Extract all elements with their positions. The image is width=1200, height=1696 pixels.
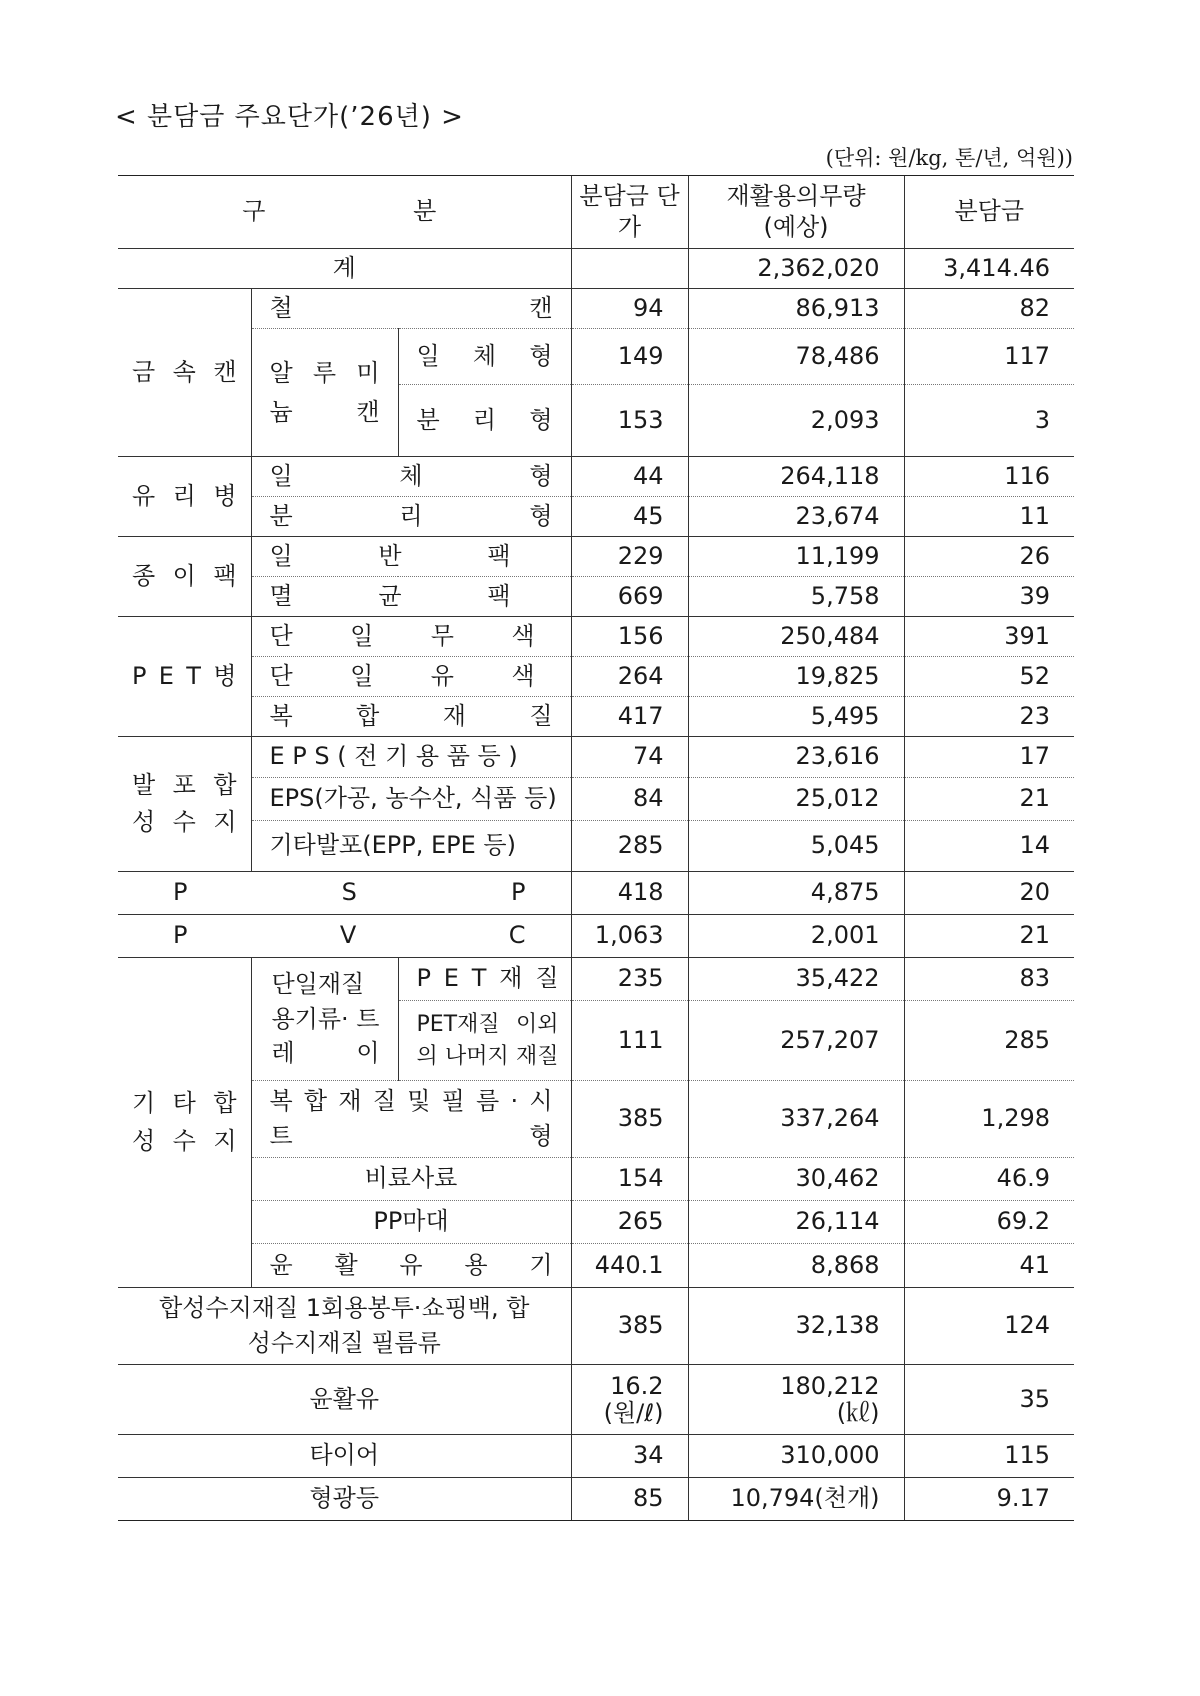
levy-cell: 116 [904,457,1074,497]
table-row [118,329,1074,385]
row-label: PP마대 [251,1201,571,1244]
unit-price-cell: 385 [571,1288,688,1365]
unit-price-cell: 265 [571,1201,688,1244]
volume-cell: 10,794(천개) [688,1478,904,1521]
table-row [118,457,1074,497]
volume-cell: 30,462 [688,1158,904,1201]
volume-cell: 19,825 [688,657,904,697]
table-row [118,1288,1074,1365]
levy-cell: 3 [904,385,1074,457]
total-levy: 3,414.46 [904,249,1074,289]
levy-cell: 124 [904,1288,1074,1365]
unit-price-cell: 669 [571,577,688,617]
volume-cell: 11,199 [688,537,904,577]
row-label: 단 일 유 색 [251,657,571,697]
row-label: 복 합 재 질 및 필 름 · 시 트 형 [251,1081,571,1158]
row-label: 윤 활 유 용 기 [251,1244,571,1288]
table-row [118,1435,1074,1478]
sub-group-label: 단일재질 용기류· 트 레 이 [251,958,398,1081]
volume-cell: 5,045 [688,821,904,872]
table-row [118,821,1074,872]
levy-cell: 52 [904,657,1074,697]
levy-cell: 82 [904,289,1074,329]
levy-cell: 115 [904,1435,1074,1478]
volume-cell: 250,484 [688,617,904,657]
volume-cell: 78,486 [688,329,904,385]
row-label: 분 리 형 [251,497,571,537]
row-label: PET재질 이외의 나머지 재질 [398,1001,571,1081]
unit-price-cell: 74 [571,737,688,778]
unit-price-cell: 154 [571,1158,688,1201]
table-row [118,249,1074,289]
unit-price-value: 16.2 [610,1372,664,1401]
levy-cell: 21 [904,778,1074,821]
volume-cell: 26,114 [688,1201,904,1244]
levy-cell: 35 [904,1365,1074,1435]
unit-price-cell: 44 [571,457,688,497]
unit-price-cell: 111 [571,1001,688,1081]
volume-cell: 337,264 [688,1081,904,1158]
row-label: E P S ( 전 기 용 품 등 ) [251,737,571,778]
levy-cell: 20 [904,872,1074,915]
table-row [118,1365,1074,1435]
volume-cell: 310,000 [688,1435,904,1478]
unit-price-cell: 440.1 [571,1244,688,1288]
levy-cell: 41 [904,1244,1074,1288]
unit-price-cell: 385 [571,1081,688,1158]
sub-group-label: 알 루 미 늄 캔 [251,329,398,457]
table-row [118,657,1074,697]
row-label: 일 반 팩 [251,537,571,577]
row-label: 형광등 [118,1478,571,1521]
table-row [118,289,1074,329]
group-label: 금 속 캔 [118,289,251,457]
unit-price-cell: 229 [571,537,688,577]
row-label: 윤활유 [118,1365,571,1435]
unit-price-cell: 45 [571,497,688,537]
volume-cell: 86,913 [688,289,904,329]
group-label: 발 포 합 성 수 지 [118,737,251,872]
levy-table [118,175,1074,1521]
volume-cell: 23,674 [688,497,904,537]
levy-cell: 117 [904,329,1074,385]
unit-note: (단위: 원/kg, 톤/년, 억원)) [825,146,1073,170]
levy-cell: 17 [904,737,1074,778]
volume-unit: (㎘) [836,1398,880,1427]
table-row [118,778,1074,821]
group-label: 종 이 팩 [118,537,251,617]
header-row [118,176,1074,249]
unit-price-cell: 285 [571,821,688,872]
volume-cell: 264,118 [688,457,904,497]
levy-cell: 46.9 [904,1158,1074,1201]
row-label: 복 합 재 질 [251,697,571,737]
row-label: 비료사료 [251,1158,571,1201]
header-unit-price: 분담금 단가 [571,176,688,249]
unit-price-cell: 418 [571,872,688,915]
table-row [118,1478,1074,1521]
unit-price-cell: 153 [571,385,688,457]
row-label: 단 일 무 색 [251,617,571,657]
volume-cell: 8,868 [688,1244,904,1288]
volume-value: 180,212 [780,1372,880,1401]
lubricant-volume [688,1365,904,1435]
volume-cell: 5,758 [688,577,904,617]
table-row [118,697,1074,737]
levy-cell: 391 [904,617,1074,657]
unit-price-cell: 149 [571,329,688,385]
row-label: P V C [118,915,571,958]
unit-price-unit: (원/ℓ) [603,1398,664,1427]
row-label: 분 리 형 [398,385,571,457]
table-row [118,1081,1074,1158]
volume-cell: 5,495 [688,697,904,737]
levy-cell: 11 [904,497,1074,537]
total-volume: 2,362,020 [688,249,904,289]
volume-cell: 35,422 [688,958,904,1001]
row-label: 타이어 [118,1435,571,1478]
levy-cell: 39 [904,577,1074,617]
table-row [118,537,1074,577]
row-label: P S P [118,872,571,915]
table-row [118,915,1074,958]
levy-cell: 1,298 [904,1081,1074,1158]
volume-cell: 257,207 [688,1001,904,1081]
unit-price-cell: 417 [571,697,688,737]
volume-cell: 2,093 [688,385,904,457]
levy-cell: 285 [904,1001,1074,1081]
table-row [118,1201,1074,1244]
levy-cell: 83 [904,958,1074,1001]
table-row [118,1244,1074,1288]
unit-price-cell: 94 [571,289,688,329]
table-row [118,958,1074,1001]
table-row [118,497,1074,537]
volume-cell: 25,012 [688,778,904,821]
group-label: 기 타 합 성 수 지 [118,958,251,1288]
levy-cell: 14 [904,821,1074,872]
header-levy: 분담금 [904,176,1074,249]
total-unit-price [571,249,688,289]
row-label: 일 체 형 [251,457,571,497]
levy-cell: 26 [904,537,1074,577]
row-label: EPS(가공, 농수산, 식품 등) [251,778,571,821]
header-category: 구 분 [118,176,571,249]
total-label: 계 [118,249,571,289]
volume-cell: 4,875 [688,872,904,915]
page-title: < 분담금 주요단가(’26년) > [115,102,464,132]
volume-cell: 32,138 [688,1288,904,1365]
table-row [118,1158,1074,1201]
group-label: P E T 병 [118,617,251,737]
unit-price-cell: 235 [571,958,688,1001]
unit-price-cell: 34 [571,1435,688,1478]
unit-price-cell: 264 [571,657,688,697]
row-label: P E T 재 질 [398,958,571,1001]
table-row [118,737,1074,778]
unit-price-cell: 85 [571,1478,688,1521]
volume-cell: 2,001 [688,915,904,958]
row-label: 기타발포(EPP, EPE 등) [251,821,571,872]
header-volume: 재활용의무량 (예상) [688,176,904,249]
unit-price-cell: 1,063 [571,915,688,958]
row-label: 멸 균 팩 [251,577,571,617]
volume-cell: 23,616 [688,737,904,778]
table-row [118,872,1074,915]
row-label: 철 캔 [251,289,571,329]
levy-cell: 69.2 [904,1201,1074,1244]
levy-cell: 9.17 [904,1478,1074,1521]
levy-cell: 21 [904,915,1074,958]
row-label: 합성수지재질 1회용봉투·쇼핑백, 합성수지재질 필름류 [118,1288,571,1365]
levy-cell: 23 [904,697,1074,737]
unit-price-cell: 84 [571,778,688,821]
unit-price-cell: 156 [571,617,688,657]
table-row [118,577,1074,617]
lubricant-unit-price [571,1365,688,1435]
row-label: 일 체 형 [398,329,571,385]
group-label: 유 리 병 [118,457,251,537]
table-row [118,617,1074,657]
